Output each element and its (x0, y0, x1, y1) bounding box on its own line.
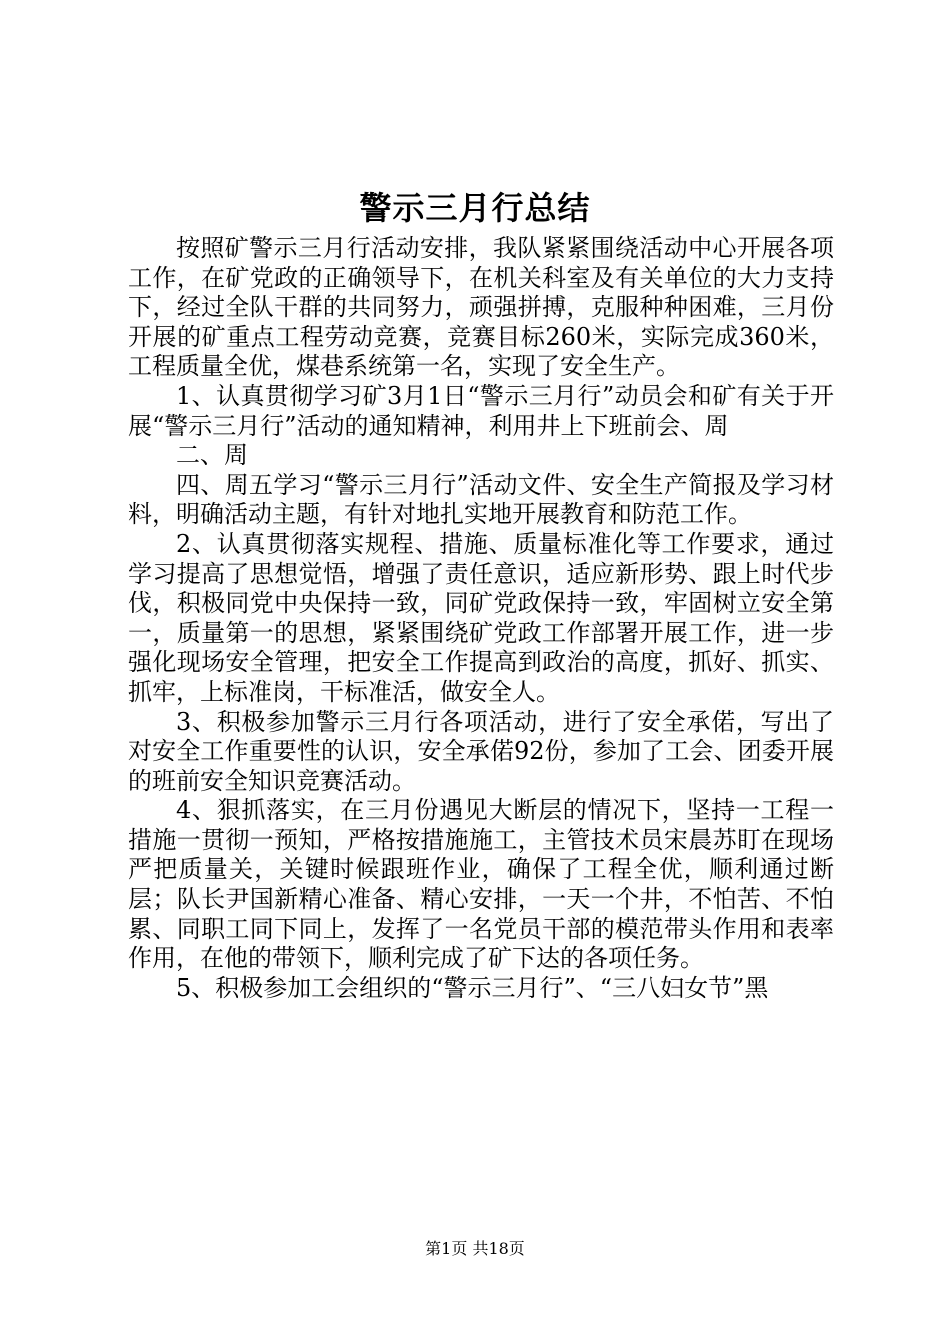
document-body (128, 234, 834, 1003)
page-number-footer: 第1页 共18页 (425, 1239, 525, 1258)
document-title: 警示三月行总结 (359, 189, 591, 227)
paragraph-item-1-cont-a: 二、周 (176, 441, 248, 470)
paragraph-item-1-cont-b: 四、周五学习“警示三月行”活动文件、安全生产简报及学习材料，明确活动主题，有针对地扎实地开展教育和防范工作。 (128, 470, 834, 529)
paragraph-item-3: 3、积极参加警示三月行各项活动，进行了安全承偌，写出了对安全工作重要性的认识，安全承偌92份，参加了工会、团委开展的班前安全知识竞赛活动。 (128, 707, 834, 795)
paragraph-intro: 按照矿警示三月行活动安排，我队紧紧围绕活动中心开展各项工作，在矿党政的正确领导下，在机关科室及有关单位的大力支持下，经过全队干群的共同努力，顽强拼搏，克服种种困难，三月份开展的矿重点工程劳动竞赛，竞赛目标260米，实际完成360米，工程质量全优，煤巷系统第一名，实现了安全生产。 (128, 234, 834, 381)
paragraph-item-4: 4、狠抓落实，在三月份遇见大断层的情况下，坚持一工程一措施一贯彻一预知，严格按措施施工，主管技术员宋晨苏盯在现场严把质量关，关键时候跟班作业，确保了工程全优，顺利通过断层；队长尹国新精心准备、精心安排，一天一个井，不怕苦、不怕累、同职工同下同上，发挥了一名党员干部的模范带头作用和表率作用，在他的带领下，顺利完成了矿下达的各项任务。 (128, 796, 834, 973)
paragraph-item-5: 5、积极参加工会组织的“警示三月行”、“三八妇女节”黑 (176, 973, 769, 1002)
paragraph-item-1: 1、认真贯彻学习矿3月1日“警示三月行”动员会和矿有关于开展“警示三月行”活动的通知精神，利用井上下班前会、周 (128, 381, 834, 440)
paragraph-item-2: 2、认真贯彻落实规程、措施、质量标准化等工作要求，通过学习提高了思想觉悟，增强了责任意识，适应新形势、跟上时代步伐，积极同党中央保持一致，同矿党政保持一致，牢固树立安全第一，质量第一的思想，紧紧围绕矿党政工作部署开展工作，进一步强化现场安全管理，把安全工作提高到政治的高度，抓好、抓实、抓牢，上标准岗，干标准活，做安全人。 (128, 529, 834, 706)
